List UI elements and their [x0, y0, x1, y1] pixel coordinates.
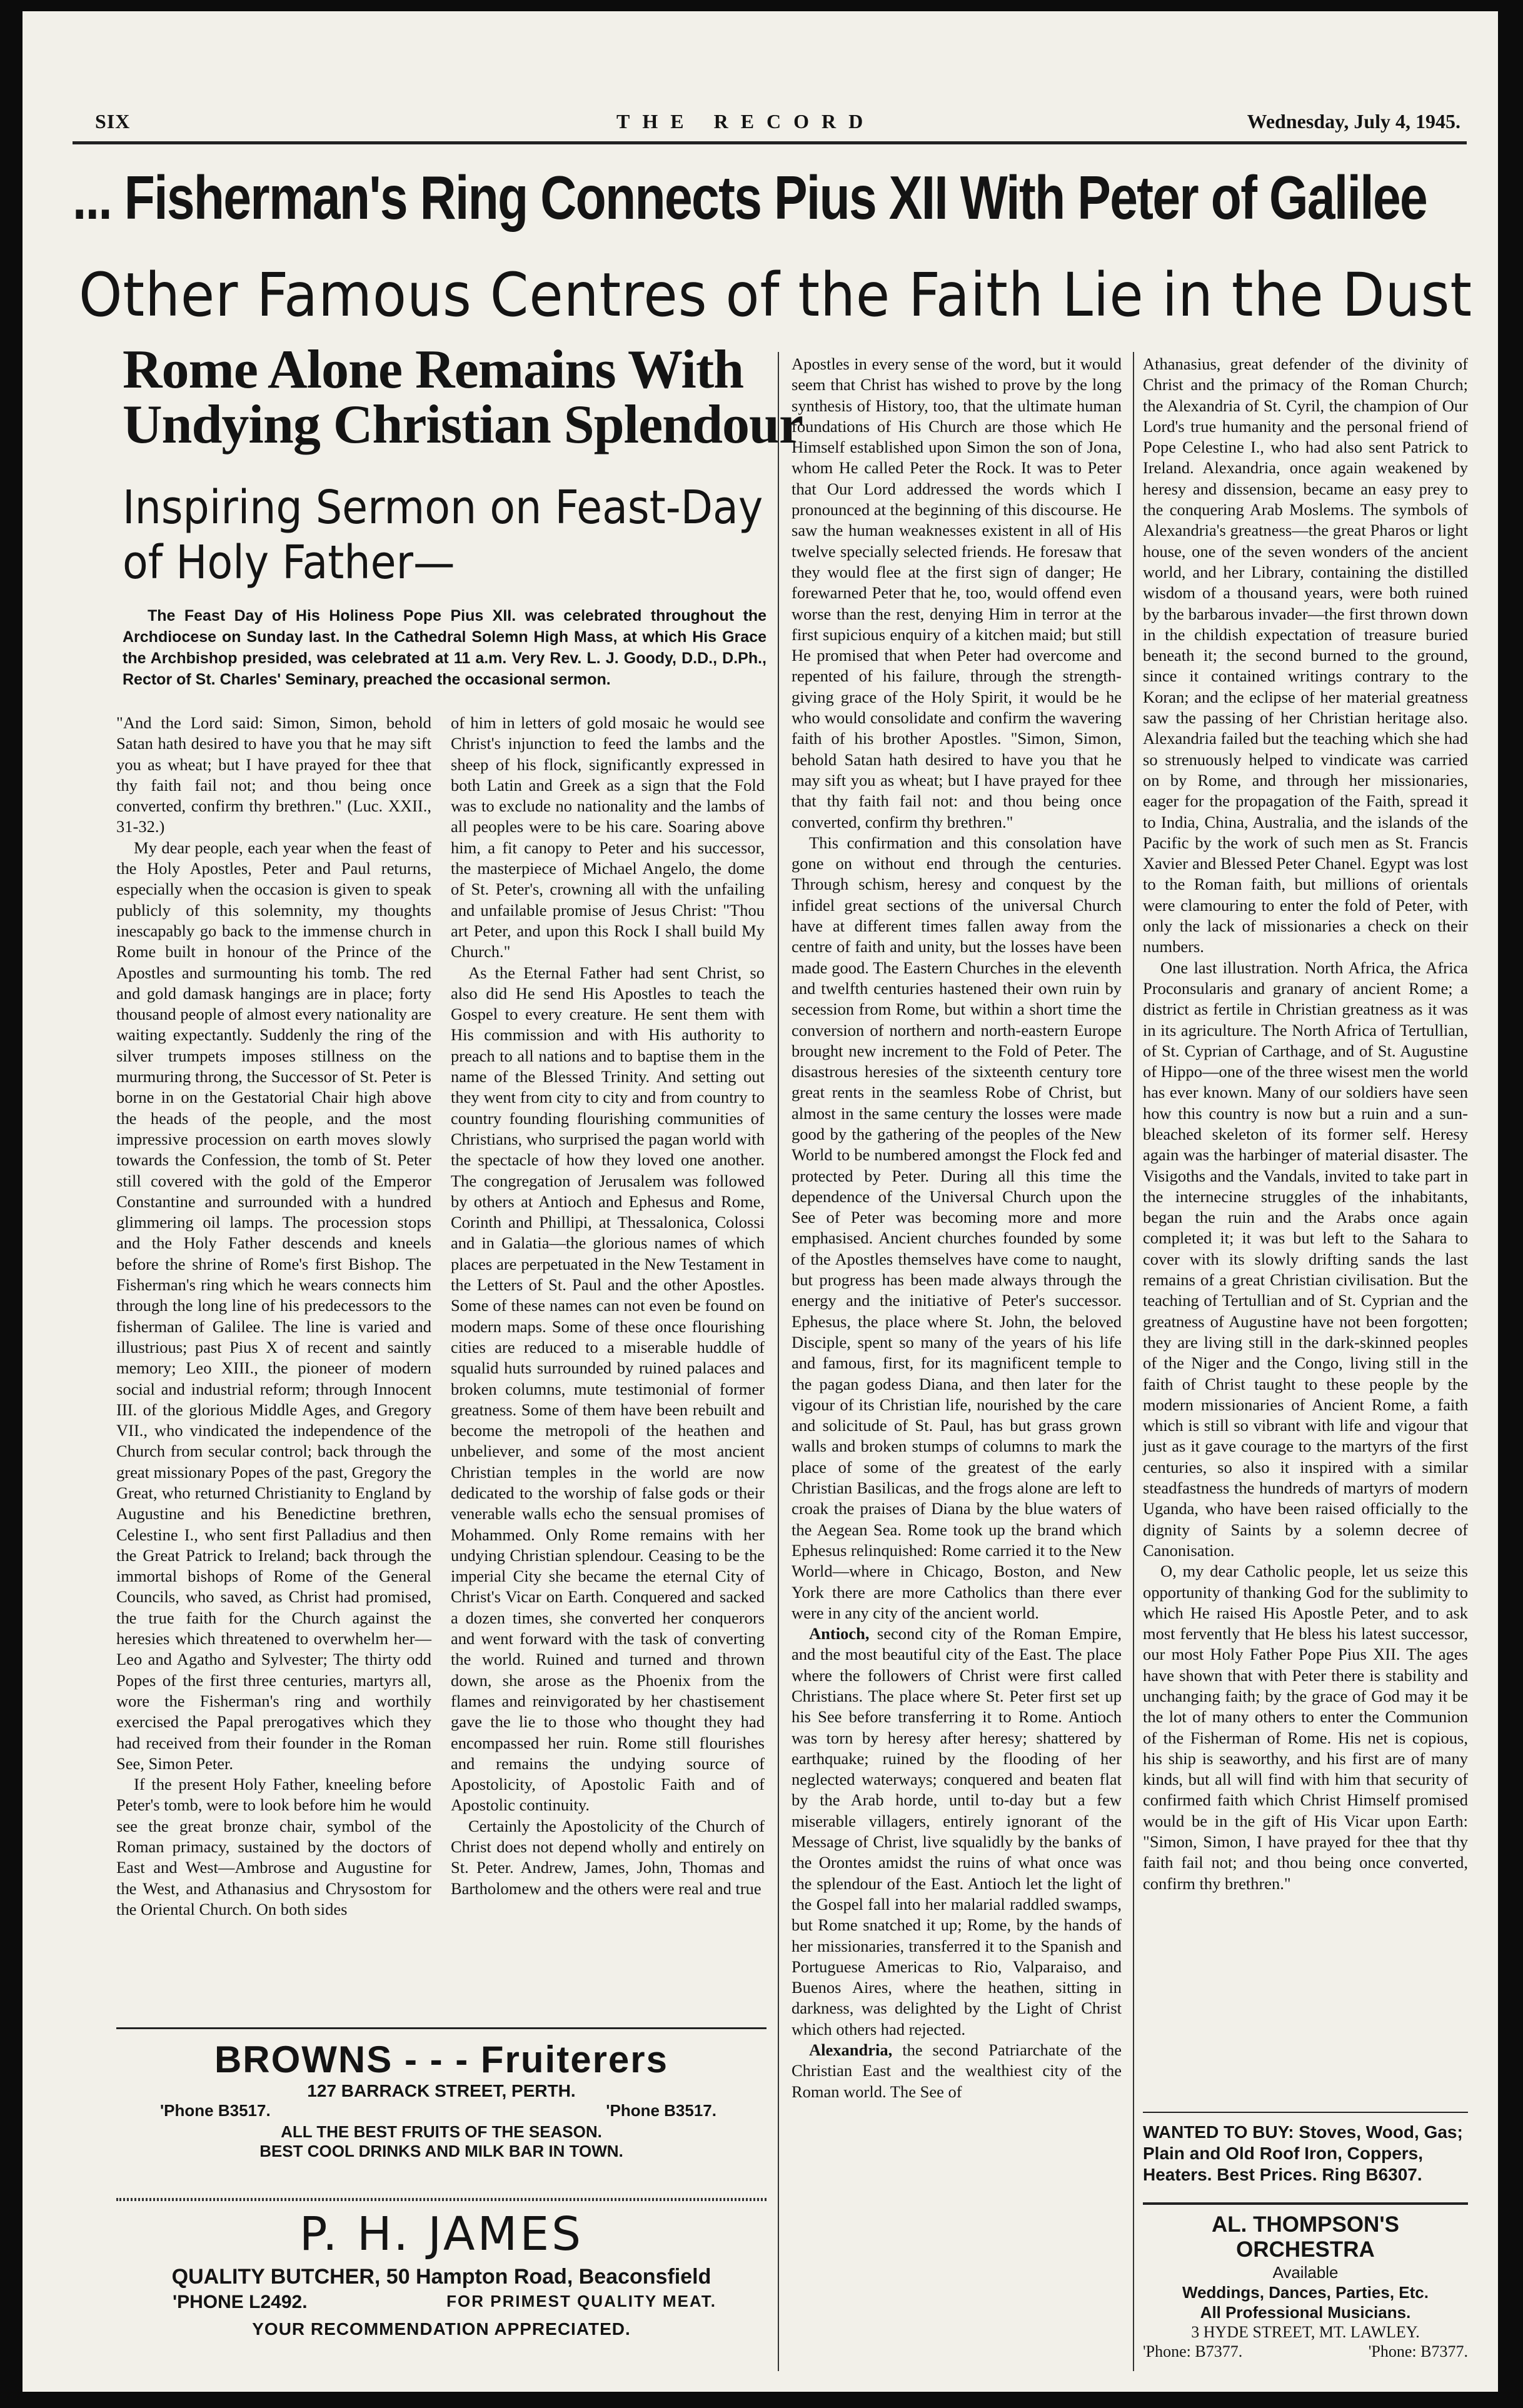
- paragraph: Athanasius, great defender of the divinity of Christ and the primacy of the Roman Church; the Alexandria of St. Cyril, the champion of Our Lord's true humanity and the personal friend of Pope Celestine I., who had also sent Patrick to Ireland. Alexandria, once again weakened by heresy and dissension, became an easy prey to the conquering Arab Moslems. The symbols of Alexandria's greatness—the great Pharos or light house, one of the seven wonders of the ancient world, and her Library, containing the distilled wisdom of a thousand years, were both ruined by the barbarous invader—the first thrown down in the childish expectation of treasure buried beneath it; the second burned to the ground, since it contained writings contrary to the Koran; and the eclipse of her material greatness saw the passing of her Christian heritage also. Alexandria failed but the teaching which she had so strenuously helped to vindicate was carried on by Rome, and through her missionaries, eager for the propagation of the Faith, spread it to India, China, Australia, and the islands of the Pacific by the work of such men as St. Francis Xavier and Blessed Peter Chanel. Egypt was lost to the Roman faith, but millions of orientals were clamouring to enter the fold of Peter, with only the lack of missionaries a check on their numbers.: [1143, 354, 1468, 956]
- paragraph: As the Eternal Father had sent Christ, so also did He send His Apostles to teach the Gospel to every creature. He sent them with His commission and with His authority to preach to all nations and to baptise them in the name of the Blessed Trinity. And setting out they went from city to city and from country to country founding flourishing communities of Christians, who surprised the pagan world with the spectacle of how they loved one another. The congregation of Jerusalem was followed by others at Antioch and Ephesus and Rome, Corinth and Phillipi, at Thessalonica, Colossi and in Galatia—the glorious names of which places are perpetuated in the New Testament in the Letters of St. Paul and the other Apostles. Some of these names can not even be found on modern maps. Some of these once flourishing cities are reduced to a miserable huddle of squalid huts surrounded by ruined palaces and broken columns, mute testimonial of former greatness. Some of them have been rebuilt and become the metropoli of the heathen and unbeliever, and some of the most ancient Christian temples in the world are now dedicated to the worship of false gods or their venerable walls echo the sensual promises of Mohammed. Only Rome remains with her undying Christian splendour. Ceasing to be the imperial City she became the eternal City of Christ's Vicar on Earth. Conquered and sacked a dozen times, she converted her conquerors and went forward with the task of converting the world. Ruined and turned and thrown down, she arose as the Phoenix from the flames and reinvigorated by her chastisement gave the lie to those who thought they had encompassed her ruin. Rome still flourishes and remains the undying source of Apostolicity, of Apostolic Faith and of Apostolic continuity.: [451, 963, 765, 1815]
- paragraph: [792, 1623, 1122, 2040]
- article-subheadline-line-2: of Holy Father—: [123, 536, 455, 589]
- article-subheadline: [123, 480, 763, 590]
- paragraph: Certainly the Apostolicity of the Church of Christ does not depend wholly and entirely on St. Peter. Andrew, James, John, Thomas and Bartholomew and the others were real and true: [451, 1816, 765, 1898]
- thompson-available: Available: [1272, 2263, 1339, 2282]
- browns-advertisement: [116, 2027, 767, 2200]
- page-number: SIX: [95, 110, 131, 133]
- paragraph-lead: Alexandria,: [809, 2040, 893, 2060]
- browns-address: 127 BARRACK STREET, PERTH.: [307, 2081, 576, 2100]
- james-address: QUALITY BUTCHER, 50 Hampton Road, Beaconsfield: [171, 2265, 711, 2289]
- article-column-1: [116, 713, 431, 1920]
- article-column-3: [792, 354, 1122, 2102]
- paragraph: One last illustration. North Africa, the Africa Proconsularis and granary of ancient Rome; a district as fertile in Christian greatness as it was in its agriculture. The North Africa of Tertullian, of St. Cyprian of Carthage, and of St. Augustine of Hippo—one of the three wisest men the world has ever known. Many of our soldiers have seen how this country is now but a ruin and a sun-bleached skeleton of its former self. Heresy again was the harbinger of material disaster. The Visigoths and the Vandals, invited to take part in the internecine struggles of the inhabitants, began the ruin and the Arabs once again completed it; it was but left to the Sahara to cover with its slowly drifting sands the last remains of a great Christian civilisation. But the teaching of Tertullian and of St. Cyprian and the greatness of Augustine have not been forgotten; they are living still in the dark-skinned peoples of the Niger and the Congo, living still in the faith of Christ taught to these people by the modern missionaries of Ancient Rome, a faith which is still so vibrant with life and vigour that just as it gave courage to the martyrs of the first centuries, so also it inspired with a similar steadfastness the hundreds of martyrs of modern Uganda, who have been raised officially to the dignity of Saints by a solemn decree of Canonisation.: [1143, 958, 1468, 1560]
- james-title: P. H. JAMES: [299, 2207, 584, 2261]
- article-column-4: [1143, 354, 1468, 1894]
- paragraph: This confirmation and this consolation have gone on without end through the centuries. Through schism, heresy and conquest by the infidel great sections of the universal Church have at different times fallen away from the centre of faith and unity, but the losses have been made good. The Eastern Churches in the eleventh and twelfth centuries hastened their own ruin by secession from Rome, but within a short time the conversion of northern and north-eastern Europe brought new increment to the Fold of Peter. The disastrous heresies of the sixteenth century tore great rents in the seamless Robe of Christ, but almost in the same century the losses were made good by the gathering of the peoples of the New World to be numbered amongst the Flock fed and protected by Peter. During all this time the dependence of the Universal Church upon the See of Peter was becoming more and more emphasised. Ancient churches founded by some of the Apostles themselves have come to naught, but progress has been made always through the energy and the initiative of Peter's successor. Ephesus, the place where St. John, the beloved Disciple, spent so many of the years of his life and famous, first, for its magnificent temple to the pagan godess Diana, and then later for the vigour of its Christian life, nourished by the care and solicitude of St. Paul, has but grass grown walls and broken stumps of columns to mark the place of some of the greatest of the early Christian Basilicas, and the frogs alone are left to croak the praises of Diana by the blue waters of the Aegean Sea. Rome took up the brand which Ephesus relinquished: Rome carried it to the New World—where in Chicago, Boston, and New York there are more Catholics than there ever were in any city of the ancient world.: [792, 833, 1122, 1622]
- main-headline: ... Fisherman's Ring Connects Pius XII With Peter of Galilee: [73, 163, 1427, 232]
- browns-title: BROWNS - - - Fruiterers: [214, 2039, 669, 2080]
- thompson-title: AL. THOMPSON'S ORCHESTRA: [1212, 2212, 1399, 2262]
- paragraph-lead: Antioch,: [809, 1624, 870, 1643]
- paragraph: O, my dear Catholic people, let us seize this opportunity of thanking God for the sublimity to which He raised His Apostle Peter, and to ask most fervently that He bless his latest successor, our most Holy Father Pope Pius XII. The ages have shown that with Peter there is stability and unchanging faith; by the grace of God may it be the lot of many others to enter the Communion of the Fisherman of Rome. His net is copious, his ship is seaworthy, and his first are of many kinds, but all will find with him that security of confirmed faith which Christ Himself promised would be in the gift of His Vicar upon Earth: "Simon, Simon, I have prayed for thee that thy faith fail not; and thou being once converted, confirm thy brethren.": [1143, 1562, 1468, 1893]
- article-headline-line-2: Undying Christian Splendour: [123, 394, 803, 455]
- paragraph-text: the second Patriarchate of the Christian East and the wealthiest city of the Roman world. The See of: [792, 2040, 1122, 2101]
- article-column-2: [451, 713, 765, 1899]
- paragraph-text: second city of the Roman Empire, and the most beautiful city of the East. The place where the followers of Christ were first called Christians. The place where St. Peter first set up his See before transferring it to Rome. Antioch was torn by heresy after heresy; shattered by earthquake; ruined by the flooding of her neglected waterways; conquered and beaten flat by the Arab horde, until to-day but a few miserable villagers, entirely ignorant of the Message of Christ, live squalidly by the banks of the Orontes amidst the ruins of what once was the splendour of the East. Antioch let the light of the Gospel fall into her malarial raddled swamps, but Rome snatched it up; Rome, by the hands of her missionaries, transferred it to the Spanish and Portuguese Americas to Rio, Valparaiso, and Buenos Aires, where the heathen, sitting in darkness, was delighted by the Light of Christ which others had rejected.: [792, 1624, 1122, 2039]
- james-advertisement: [116, 2199, 767, 2373]
- article-headline: [123, 339, 803, 455]
- column-rule: [778, 352, 779, 2371]
- paragraph: of him in letters of gold mosaic he would see Christ's injunction to feed the lambs and the sheep of his flock, significantly expressed in both Latin and Greek as a sign that the Fold was to exclude no nationality and the lambs of all peoples were to be his care. Soaring above him, a fit canopy to Peter and his successor, the masterpiece of Michael Angelo, the dome of St. Peter's, crowning all with the unfailing and unfailable promise of Jesus Christ: "Thou art Peter, and upon this Rock I shall build My Church.": [451, 713, 765, 961]
- paragraph: If the present Holy Father, kneeling before Peter's tomb, were to look before him he would see the great bronze chair, symbol of the Roman primacy, sustained by the doctors of East and West—Ambrose and Augustine for the West, and Athanasius and Chrysostom for the Oriental Church. On both sides: [116, 1775, 431, 1919]
- thompson-phone-right: 'Phone: B7377.: [1368, 2342, 1468, 2360]
- browns-phone-right: 'Phone B3517.: [606, 2101, 716, 2120]
- james-tagline: YOUR RECOMMENDATION APPRECIATED.: [252, 2319, 631, 2339]
- article-subheadline-line-1: Inspiring Sermon on Feast-Day: [123, 481, 763, 534]
- browns-line-2: BEST COOL DRINKS AND MILK BAR IN TOWN.: [259, 2142, 623, 2160]
- james-phone: 'PHONE L2492.: [173, 2292, 308, 2312]
- thompson-events: Weddings, Dances, Parties, Etc.: [1182, 2283, 1429, 2302]
- thompson-musicians: All Professional Musicians.: [1200, 2303, 1411, 2322]
- wanted-advertisement: [1143, 2112, 1468, 2185]
- article-intro: The Feast Day of His Holiness Pope Pius XII. was celebrated throughout the Archdiocese on Sunday last. In the Cathedral Solemn High Mass, at which His Grace the Archbishop presided, was celebrated at 11 a.m. Very Rev. L. J. Goody, D.D., D.Ph., Rector of St. Charles' Seminary, preached the occasional sermon.: [123, 607, 767, 688]
- paragraph: Apostles in every sense of the word, but it would seem that Christ has wished to prove by the long synthesis of History, too, that the ultimate human foundations of His Church are those which He Himself established upon Simon the son of Jona, whom He called Peter the Rock. It was to Peter that Our Lord addressed the words which I pronounced at the beginning of this discourse. He saw the human weaknesses existent in all of His twelve specially selected friends. He foresaw that they would flee at the first sign of danger; He forewarned Peter that he, too, would offend even worse than the rest, denying Him in terror at the first supicious enquiry of a kitchen maid; but still He promised that when Peter had overcome and repented of his failure, through the strength-giving grace of the Holy Spirit, it would be he who would consolidate and confirm the wavering faith of his brother Apostles. "Simon, Simon, behold Satan hath desired to have you that he may sift you as wheat; but I have prayed for thee that thy faith fail not: and thou being once converted, confirm thy brethren.": [792, 354, 1122, 831]
- paragraph: My dear people, each year when the feast of the Holy Apostles, Peter and Paul returns, especially when the occasion is given to speak publicly of this solemnity, my thoughts inescapably go back to the immense church in Rome built in honour of the Prince of the Apostles and surmounting his tomb. The red and gold damask hangings are in place; forty thousand people of almost every nationality are waiting expectantly. Suddenly the ring of the silver trumpets imposes stillness on the murmuring throng, the Successor of St. Peter is borne in on the Gestatorial Chair high above the heads of the people, and the most impressive procession on earth moves slowly towards the Confession, the tomb of St. Peter still covered with the gold of the Emperor Constantine and surrounded with a hundred glimmering oil lamps. The procession stops and the Holy Father descends and kneels before the shrine of Rome's first Bishop. The Fisherman's ring which he wears connects him through the long line of his predecessors to the fisherman of Galilee. The line is varied and illustrious; past Pius X of recent and saintly memory; Leo XIII., the pioneer of modern social and industrial reform; through Innocent III. of the glorious Middle Ages, and Gregory VII., who vindicated the independence of the Church from secular control; back through the great missionary Popes of the past, Gregory the Great, who returned Christianity to England by Augustine and his Benedictine brethren, Celestine I., who sent first Palladius and then the Great Patrick to Ireland; back through the immortal bishops of Rome of the General Councils, who saved, as Christ had promised, the true faith for the Church against the heresies which threatened to overwhelm her—Leo and Agatho and Sylvester; The thirty odd Popes of the first three centuries, martyrs all, wore the Fisherman's ring and worthily exercised the Papal prerogatives which they had received from their founder in the Roman See, Simon Peter.: [116, 838, 431, 1773]
- column-rule: [1133, 352, 1134, 2371]
- issue-date: Wednesday, July 4, 1945.: [1247, 110, 1460, 133]
- thompson-phone-left: 'Phone: B7377.: [1143, 2342, 1243, 2360]
- james-meat: FOR PRIMEST QUALITY MEAT.: [446, 2292, 716, 2310]
- browns-line-1: ALL THE BEST FRUITS OF THE SEASON.: [281, 2122, 602, 2141]
- thompson-address: 3 HYDE STREET, MT. LAWLEY.: [1191, 2323, 1420, 2341]
- browns-phone-left: 'Phone B3517.: [160, 2101, 271, 2120]
- thompson-advertisement: [1143, 2202, 1468, 2364]
- article-headline-line-1: Rome Alone Remains With: [123, 339, 744, 400]
- scripture-quote: "And the Lord said: Simon, Simon, behold Satan hath desired to have you that he may sift you as wheat; but I have prayed for thee that thy faith fail not; and thou being once converted, confirm thy brethren." (Luc. XXII., 31-32.): [116, 713, 431, 836]
- paper-name: THE RECORD: [616, 110, 876, 133]
- newspaper-page: [23, 11, 1498, 2392]
- wanted-text: WANTED TO BUY: Stoves, Wood, Gas; Plain and Old Roof Iron, Coppers, Heaters. Best Prices. Ring B6307.: [1143, 2122, 1463, 2184]
- paragraph: [792, 2040, 1122, 2102]
- header-rule: [73, 141, 1467, 144]
- secondary-headline: Other Famous Centres of the Faith Lie in the Dust: [79, 260, 1472, 330]
